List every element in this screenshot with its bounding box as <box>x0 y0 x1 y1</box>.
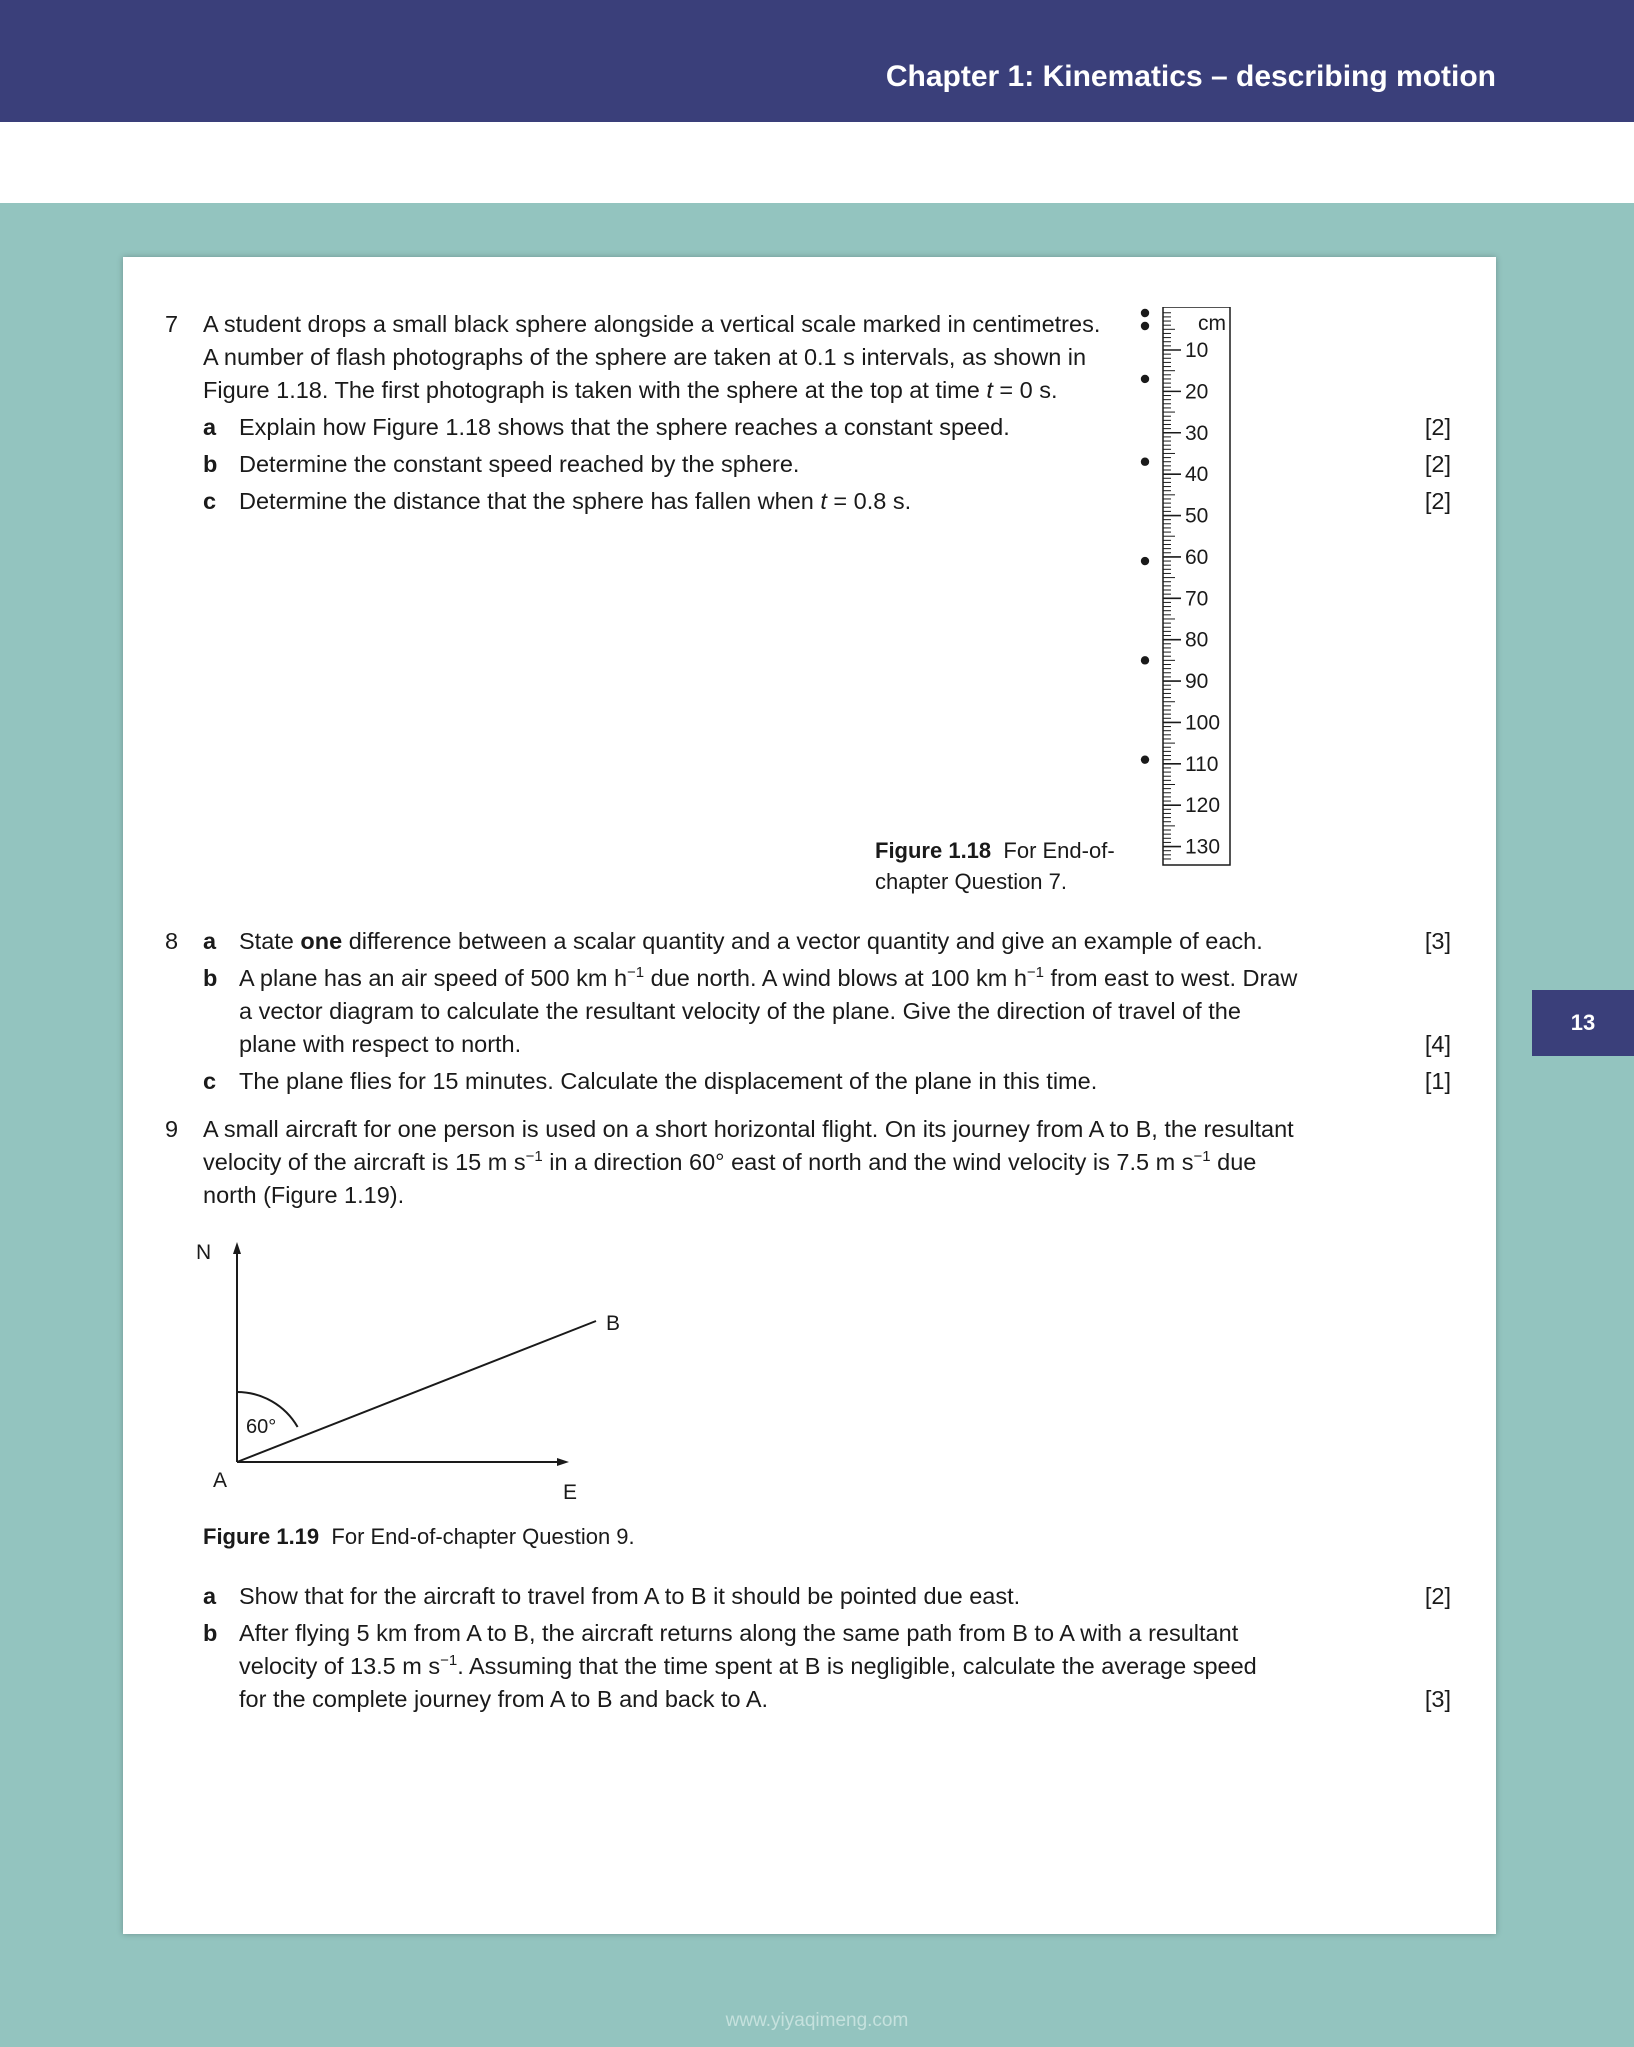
figure-1-18-caption-line-2: chapter Question 7. <box>875 869 1068 894</box>
q8-number: 8 <box>165 928 179 954</box>
q7-stem-line-1: A student drops a small black sphere alongside a vertical scale marked in centimetres. <box>203 311 1101 337</box>
q8-part-b-marks: [4] <box>1424 1031 1451 1057</box>
sphere-image-6 <box>1141 656 1149 664</box>
q7-part-c-text: Determine the distance that the sphere has fallen when t = 0.8 s. <box>239 488 912 514</box>
scale-label-120: 120 <box>1185 794 1221 818</box>
figure-1-19-caption: Figure 1.19 For End-of-chapter Question 9. <box>203 1524 635 1549</box>
sphere-image-5 <box>1141 557 1149 565</box>
q8-part-b-line-2: a vector diagram to calculate the resultant velocity of the plane. Give the direction of travel of the <box>239 998 1241 1024</box>
q8-part-b-line-1: A plane has an air speed of 500 km $h^{-1}$ due north. A wind blows at 100 km $h^{-1}$ from east to west. Draw <box>239 964 1298 991</box>
q7-part-a-text: Explain how Figure 1.18 shows that the sphere reaches a constant speed. <box>239 414 1010 440</box>
point-a-label: A <box>213 1469 228 1492</box>
scale-label-30: 30 <box>1185 421 1209 445</box>
q9-part-a-text: Show that for the aircraft to travel from A to B it should be pointed due east. <box>239 1583 1021 1609</box>
q7-part-b-text: Determine the constant speed reached by the sphere. <box>239 451 800 477</box>
q8-part-a-label: a <box>203 928 217 954</box>
q8-part-b-line-3: plane with respect to north. <box>239 1031 522 1057</box>
q9-part-a-label: a <box>203 1583 217 1609</box>
scale-unit-label: cm <box>1198 312 1226 335</box>
q8-part-a-text: State one difference between a scalar quantity and a vector quantity and give an example of each. <box>239 928 1263 954</box>
q8-part-b-label: b <box>203 965 218 991</box>
q9-part-b-line-2: velocity of 13.5 m $s^{-1}$. Assuming that the time spent at B is negligible, calculate the average speed <box>239 1652 1257 1679</box>
q9-part-b-marks: [3] <box>1424 1686 1451 1712</box>
q9-stem-line-2: velocity of the aircraft is 15 m $s^{-1}$ in a direction 60° east of north and the wind velocity is 7.5 m $s^{-1}$ due <box>203 1148 1257 1175</box>
watermark: www.yiyaqimeng.com <box>725 2010 909 2031</box>
q8-part-c-text: The plane flies for 15 minutes. Calculate the displacement of the plane in this time. <box>239 1068 1098 1094</box>
east-label: E <box>563 1481 578 1502</box>
scale-label-110: 110 <box>1185 752 1219 776</box>
point-b-label: B <box>606 1312 621 1335</box>
q7-number: 7 <box>165 311 179 337</box>
chapter-header-bar <box>0 0 1634 122</box>
scale-label-70: 70 <box>1185 587 1209 611</box>
scale-label-50: 50 <box>1185 504 1209 528</box>
q7-part-b-label: b <box>203 451 218 477</box>
north-label: N <box>196 1241 212 1264</box>
sphere-image-4 <box>1141 458 1149 466</box>
q9-stem-line-1: A small aircraft for one person is used on a short horizontal flight. On its journey from A to B, the resultant <box>203 1116 1294 1142</box>
sphere-image-1 <box>1141 309 1149 317</box>
q7-part-b-marks: [2] <box>1424 451 1451 477</box>
q9-part-b-line-3: for the complete journey from A to B and back to A. <box>239 1686 769 1712</box>
q8-part-a-marks: [3] <box>1424 928 1451 954</box>
q9-stem-line-3: north (Figure 1.19). <box>203 1182 405 1208</box>
sphere-image-7 <box>1141 755 1149 763</box>
scale-label-40: 40 <box>1185 463 1209 487</box>
q7-stem-line-3: Figure 1.18. The first photograph is taken with the sphere at the top at time t = 0 s. <box>203 377 1058 403</box>
sphere-image-3 <box>1141 375 1149 383</box>
q7-part-a-label: a <box>203 414 217 440</box>
q9-part-b-label: b <box>203 1620 218 1646</box>
q9-part-b-line-1: After flying 5 km from A to B, the aircraft returns along the same path from B to A with a resultant <box>239 1620 1239 1646</box>
page-number-tab: 13 <box>1532 990 1634 1056</box>
q8-part-c-marks: [1] <box>1424 1068 1451 1094</box>
scale-label-20: 20 <box>1185 380 1209 404</box>
q7-stem-line-2: A number of flash photographs of the sphere are taken at 0.1 s intervals, as shown in <box>203 344 1087 370</box>
east-arrowhead <box>557 1458 569 1466</box>
angle-label: 60° <box>246 1416 277 1438</box>
chapter-title: Chapter 1: Kinematics – describing motion <box>885 60 1496 93</box>
exercise-card <box>123 257 1496 1934</box>
scale-label-130: 130 <box>1185 835 1221 859</box>
scale-label-10: 10 <box>1185 339 1209 362</box>
scale-label-90: 90 <box>1185 670 1209 694</box>
scale-label-80: 80 <box>1185 628 1209 652</box>
q7-part-c-marks: [2] <box>1424 488 1451 514</box>
scale-label-60: 60 <box>1185 545 1209 569</box>
scale-label-100: 100 <box>1185 711 1221 735</box>
figure-1-19-vector-diagram <box>183 1232 703 1502</box>
sphere-image-2 <box>1141 322 1149 330</box>
q7-part-a-marks: [2] <box>1424 414 1451 440</box>
a-to-b-line <box>237 1321 596 1462</box>
north-arrowhead <box>233 1242 241 1254</box>
q9-number: 9 <box>165 1116 179 1142</box>
q7-part-c-label: c <box>203 488 217 514</box>
figure-1-18-caption-line-1: Figure 1.18 For End-of- <box>875 838 1115 863</box>
figure-1-18-scale <box>1133 307 1273 877</box>
q9-part-a-marks: [2] <box>1424 1583 1451 1609</box>
q8-part-c-label: c <box>203 1068 217 1094</box>
